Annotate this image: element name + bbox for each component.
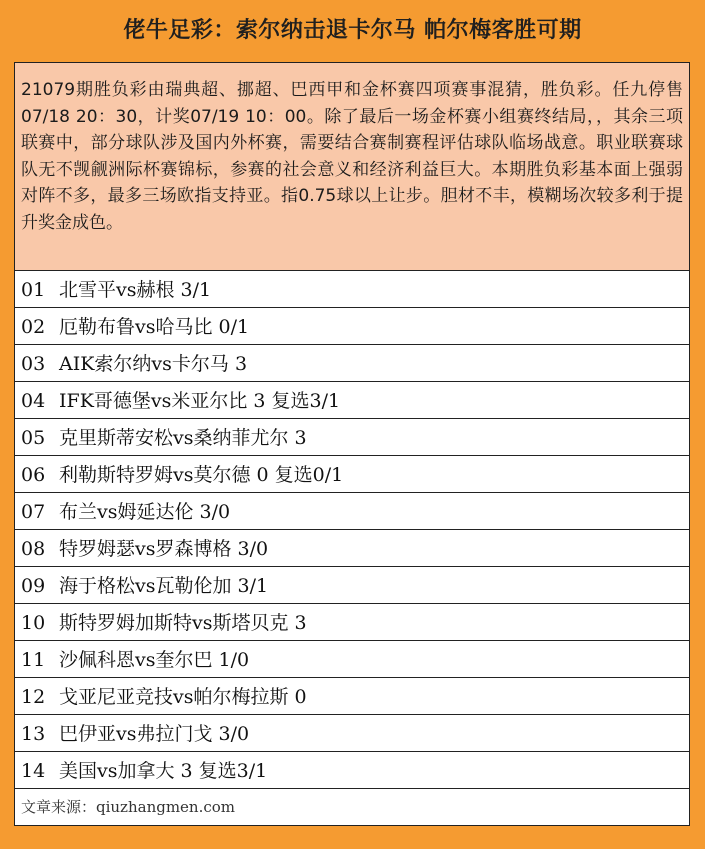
match-text: 北雪平vs赫根 3/1 bbox=[59, 279, 212, 301]
match-number: 05 bbox=[21, 427, 46, 449]
match-text: AIK索尔纳vs卡尔马 3 bbox=[59, 353, 248, 375]
match-number: 13 bbox=[21, 723, 46, 745]
match-text: 戈亚尼亚竞技vs帕尔梅拉斯 0 bbox=[59, 686, 307, 708]
match-text: 沙佩科恩vs奎尔巴 1/0 bbox=[59, 649, 250, 671]
match-number: 10 bbox=[21, 612, 46, 634]
match-number: 07 bbox=[21, 501, 46, 523]
match-number: 09 bbox=[21, 575, 46, 597]
match-row-06 bbox=[15, 456, 689, 493]
match-row-09 bbox=[15, 567, 689, 604]
source-credit: 文章来源：qiuzhangmen.com bbox=[21, 798, 236, 816]
match-text: 克里斯蒂安松vs桑纳菲尤尔 3 bbox=[59, 427, 307, 449]
match-row-13 bbox=[15, 715, 689, 752]
match-number: 03 bbox=[21, 353, 46, 375]
match-text: 利勒斯特罗姆vs莫尔德 0 复选0/1 bbox=[59, 464, 344, 486]
match-number: 14 bbox=[21, 760, 46, 782]
match-number: 02 bbox=[21, 316, 46, 338]
match-text: IFK哥德堡vs米亚尔比 3 复选3/1 bbox=[59, 390, 341, 412]
match-row-10 bbox=[15, 604, 689, 641]
match-number: 11 bbox=[21, 649, 46, 671]
match-row-07 bbox=[15, 493, 689, 530]
match-row-11 bbox=[15, 641, 689, 678]
match-text: 海于格松vs瓦勒伦加 3/1 bbox=[59, 575, 269, 597]
match-number: 08 bbox=[21, 538, 46, 560]
match-text: 特罗姆瑟vs罗森博格 3/0 bbox=[59, 538, 269, 560]
match-number: 04 bbox=[21, 390, 46, 412]
match-text: 厄勒布鲁vs哈马比 0/1 bbox=[59, 316, 250, 338]
match-number: 12 bbox=[21, 686, 46, 708]
match-list bbox=[15, 271, 689, 825]
match-row-03 bbox=[15, 345, 689, 382]
match-row-02 bbox=[15, 308, 689, 345]
intro-paragraph: 21079期胜负彩由瑞典超、挪超、巴西甲和金杯赛四项赛事混猜，胜负彩。任九停售07/18 20：30，计奖07/19 10：00。除了最后一场金杯赛小组赛终结局，，其余三项联赛中，部分球队涉及国内外杯赛，需要结合赛制赛程评估球队临场战意。职业联赛球队无不觊觎洲际杯赛锦标，参赛的社会意义和经济利益巨大。本期胜负彩基本面上强弱对阵不多，最多三场欧指支持亚。指0.75球以上让步。胆材不丰，模糊场次较多利于提升奖金成色。 bbox=[15, 63, 689, 271]
match-row-05 bbox=[15, 419, 689, 456]
match-number: 06 bbox=[21, 464, 46, 486]
match-row-14 bbox=[15, 752, 689, 789]
match-row-12 bbox=[15, 678, 689, 715]
match-text: 美国vs加拿大 3 复选3/1 bbox=[59, 760, 268, 782]
match-number: 01 bbox=[21, 279, 46, 301]
page-title: 佬牛足彩：索尔纳击退卡尔马 帕尔梅客胜可期 bbox=[123, 18, 582, 43]
content-card bbox=[14, 62, 690, 826]
match-row-01 bbox=[15, 271, 689, 308]
match-text: 巴伊亚vs弗拉门戈 3/0 bbox=[59, 723, 250, 745]
match-text: 布兰vs姆延达伦 3/0 bbox=[59, 501, 231, 523]
match-row-08 bbox=[15, 530, 689, 567]
match-row-04 bbox=[15, 382, 689, 419]
match-text: 斯特罗姆加斯特vs斯塔贝克 3 bbox=[59, 612, 307, 634]
